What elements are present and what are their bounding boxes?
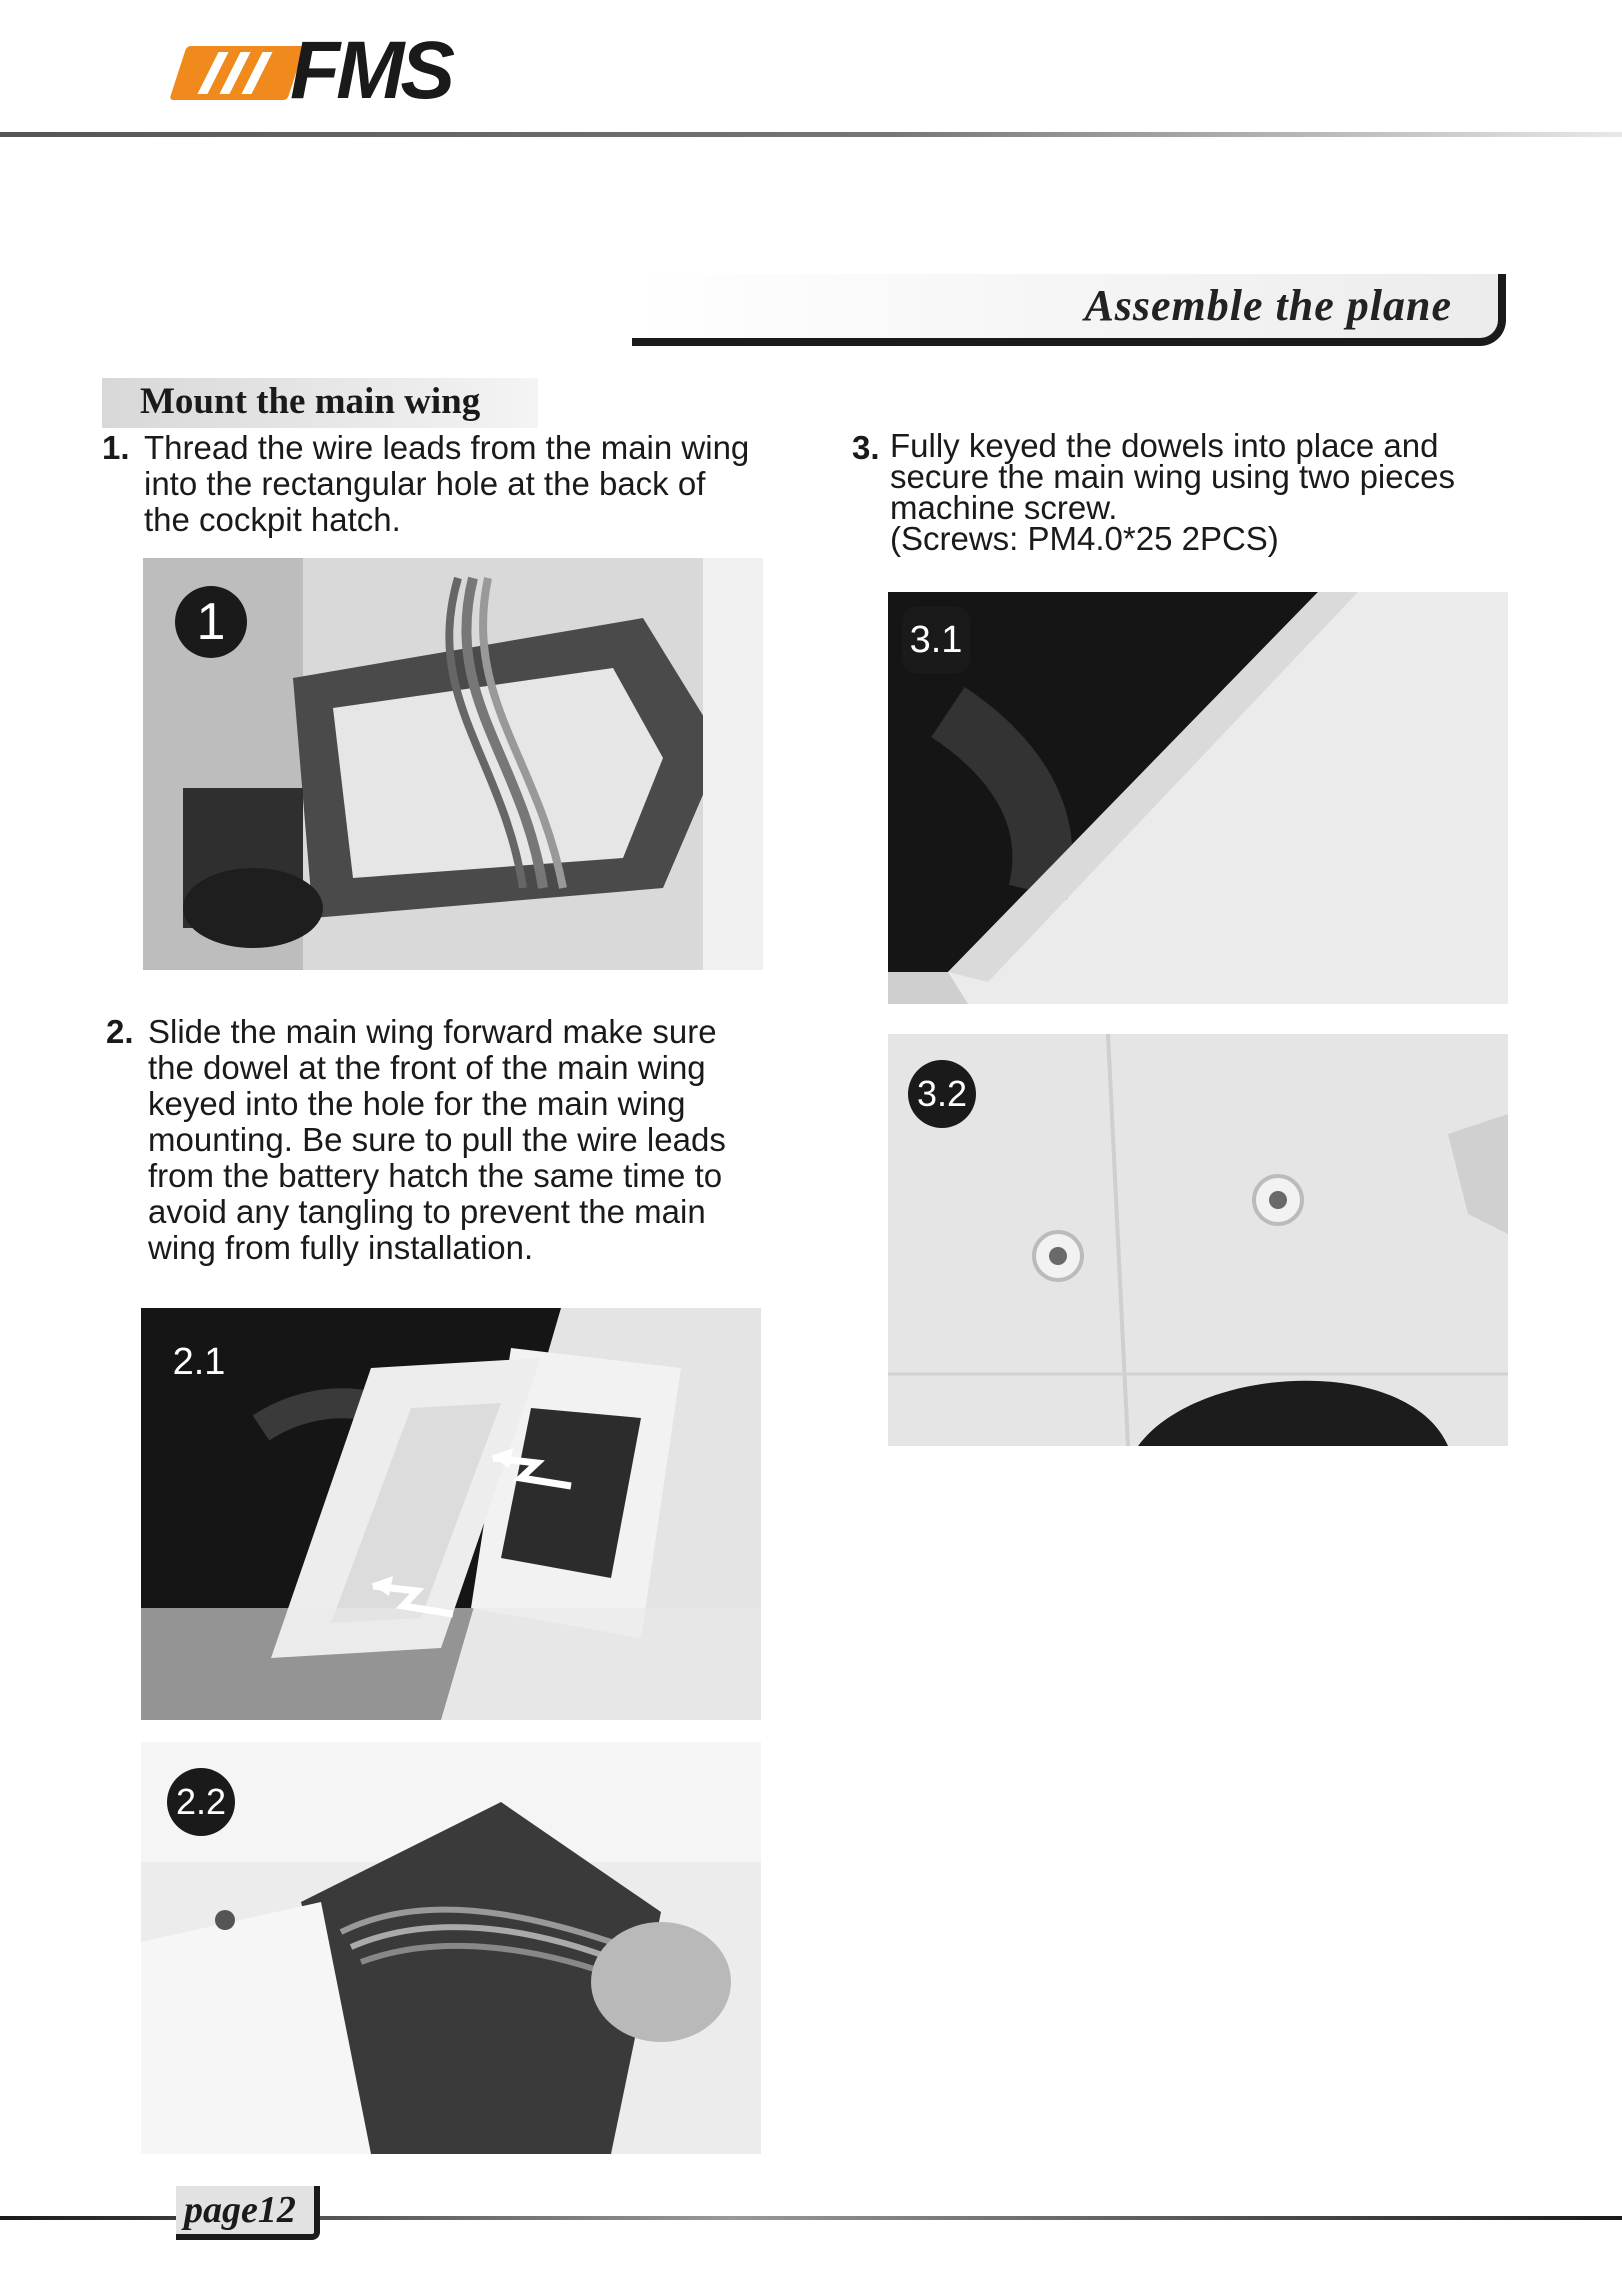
photo-step-3-2 bbox=[888, 1034, 1508, 1446]
step-1-line: the cockpit hatch. bbox=[144, 501, 401, 538]
photo-badge: 2.1 bbox=[172, 1341, 226, 1383]
page-number: page12 bbox=[184, 2189, 296, 2231]
step-1-number: 1. bbox=[102, 429, 130, 466]
photo-step-3-1 bbox=[888, 592, 1508, 1004]
step-2-line: from the battery hatch the same time to bbox=[148, 1157, 723, 1194]
step-2-line: keyed into the hole for the main wing bbox=[148, 1085, 686, 1122]
section-title: Assemble the plane bbox=[1084, 281, 1452, 330]
step-2-number: 2. bbox=[106, 1013, 134, 1050]
step-1 bbox=[102, 430, 802, 542]
step-2-line: mounting. Be sure to pull the wire leads bbox=[148, 1121, 726, 1158]
logo-brand-text: FMS bbox=[290, 25, 452, 116]
step-3-line: Fully keyed the dowels into place and bbox=[890, 427, 1439, 464]
step-2-line: avoid any tangling to prevent the main bbox=[148, 1193, 706, 1230]
photo-badge: 1 bbox=[175, 586, 247, 658]
header-divider bbox=[0, 132, 1622, 137]
photo-badge: 2.2 bbox=[167, 1768, 235, 1836]
photo-step-2-1 bbox=[141, 1308, 761, 1720]
step-2-line: the dowel at the front of the main wing bbox=[148, 1049, 706, 1086]
step-2 bbox=[106, 1014, 806, 1274]
subheading-text: Mount the main wing bbox=[140, 381, 481, 422]
step-1-line: Thread the wire leads from the main wing bbox=[144, 429, 750, 466]
photo-step-2-2 bbox=[141, 1742, 761, 2154]
step-3-line: (Screws: PM4.0*25 2PCS) bbox=[890, 520, 1279, 557]
photo-badge: 3.2 bbox=[908, 1060, 976, 1128]
step-3-number: 3. bbox=[852, 429, 880, 466]
page-number-tab bbox=[176, 2186, 320, 2240]
step-3 bbox=[852, 427, 1552, 580]
photo-badge: 3.1 bbox=[902, 606, 970, 674]
photo-step-1 bbox=[143, 558, 763, 970]
step-1-line: into the rectangular hole at the back of bbox=[144, 465, 706, 502]
step-2-line: wing from fully installation. bbox=[148, 1229, 534, 1266]
subheading bbox=[102, 378, 538, 428]
section-banner bbox=[632, 274, 1506, 346]
step-3-line: machine screw. bbox=[890, 489, 1118, 526]
step-3-line: secure the main wing using two pieces bbox=[890, 458, 1455, 495]
fms-logo bbox=[178, 25, 498, 116]
logo-wing-mark bbox=[169, 46, 305, 100]
step-2-line: Slide the main wing forward make sure bbox=[148, 1013, 717, 1050]
